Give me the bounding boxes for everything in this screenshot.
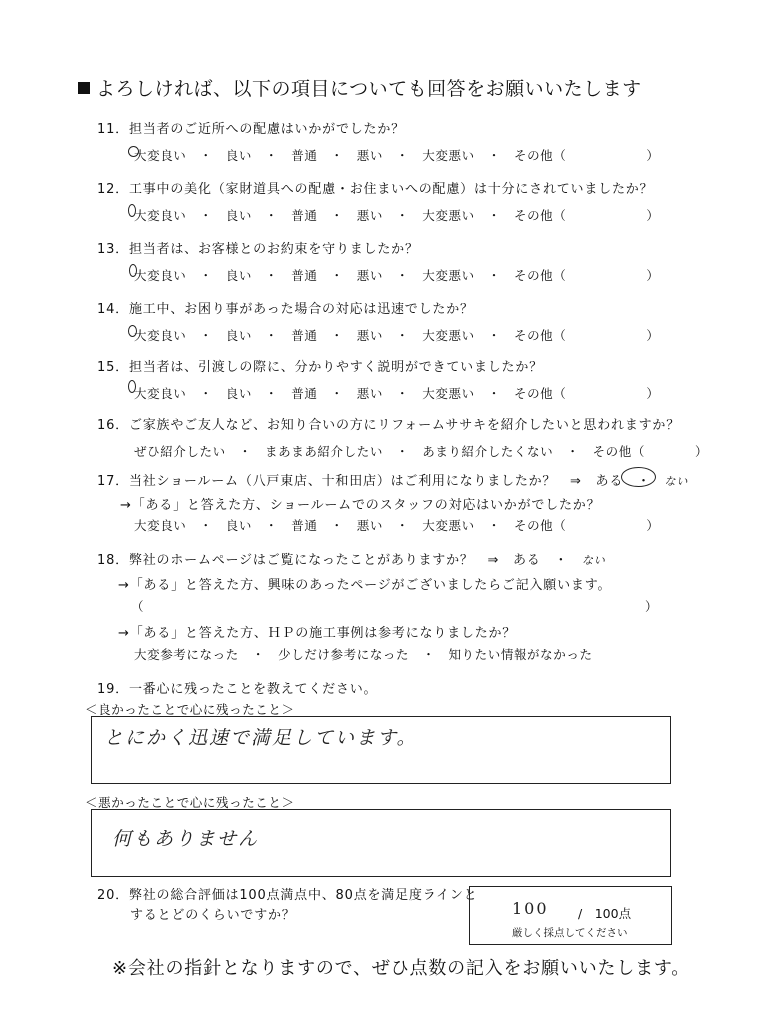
option-other[interactable]: その他（ [592, 444, 645, 459]
q17-options: 大変良い ・ 良い ・ 普通 ・ 悪い ・ 大変悪い ・ その他（ ） [134, 518, 660, 533]
option-very-good[interactable]: 大変良い [134, 518, 187, 533]
option-other-close: ） [646, 328, 660, 343]
good-things-label: ＜良かったことで心に残ったこと＞ [85, 702, 295, 717]
option-other-close: ） [694, 444, 709, 459]
question-16: 16．ご家族やご友人など、お知り合いの方にリフォームササキを紹介したいと思われますか？ [97, 418, 681, 433]
option-bad[interactable]: 悪い [356, 148, 383, 163]
q13-options: 大変良い ・ 良い ・ 普通 ・ 悪い ・ 大変悪い ・ その他（ ） [134, 268, 660, 283]
option-good[interactable]: 良い [225, 518, 252, 533]
q18-options: 大変参考になった ・ 少しだけ参考になった ・ 知りたい情報がなかった [134, 647, 593, 662]
question-20-line-2: するとどのくらいですか？ [130, 908, 296, 923]
option-other[interactable]: その他（ [513, 386, 567, 401]
q17-no-option[interactable]: ない [664, 475, 689, 488]
selected-mark-circle [128, 380, 136, 393]
option-good[interactable]: 良い [225, 268, 252, 283]
question-19: 19．一番心に残ったことを教えてください。 [97, 682, 378, 697]
option-average[interactable]: 普通 [291, 518, 318, 533]
option-very-good[interactable]: 大変良い [134, 268, 187, 283]
q17-yes-option[interactable]: ⇒ ある [570, 474, 624, 489]
bad-things-answer: 何もありません [112, 828, 260, 850]
heading-text: よろしければ、以下の項目についても回答をお願いいたします [96, 78, 642, 100]
question-11: 11．担当者のご近所への配慮はいかがでしたか？ [97, 122, 405, 137]
heading-square-bullet [78, 82, 90, 94]
selected-mark-circle [128, 204, 136, 217]
option-very-good[interactable]: 大変良い [134, 208, 187, 223]
option-very-bad[interactable]: 大変悪い [422, 208, 475, 223]
option-slightly-helpful[interactable]: 少しだけ参考になった [278, 647, 410, 662]
option-very-good[interactable]: 大変良い [134, 328, 187, 343]
option-very-bad[interactable]: 大変悪い [422, 148, 475, 163]
option-average[interactable]: 普通 [291, 386, 318, 401]
option-other-close: ） [646, 208, 660, 223]
option-very-good[interactable]: 大変良い [134, 148, 187, 163]
q15-options: 大変良い ・ 良い ・ 普通 ・ 悪い ・ 大変悪い ・ その他（ ） [134, 386, 660, 401]
good-things-box[interactable] [91, 716, 671, 784]
q18-no-option[interactable]: ない [582, 554, 606, 567]
option-other[interactable]: その他（ [513, 208, 567, 223]
option-good[interactable]: 良い [225, 386, 252, 401]
good-things-answer: とにかく迅速で満足しています。 [104, 727, 418, 749]
question-18: 18．弊社のホームページはご覧になったことがありますか？ ⇒ ある ・ ない [97, 553, 606, 568]
q16-options: ぜひ紹介したい ・ まあまあ紹介したい ・ あまり紹介したくない ・ その他（ ） [134, 444, 709, 459]
question-12: 12．工事中の美化（家財道具への配慮・お住まいへの配慮）は十分にされていましたか？ [97, 182, 654, 197]
survey-heading [78, 74, 642, 101]
option-definitely-recommend[interactable]: ぜひ紹介したい [134, 444, 226, 459]
score-value: 100 [512, 899, 549, 918]
option-not-helpful[interactable]: 知りたい情報がなかった [448, 647, 593, 662]
question-14: 14．施工中、お困り事があった場合の対応は迅速でしたか？ [97, 302, 474, 317]
option-very-bad[interactable]: 大変悪い [422, 386, 475, 401]
option-other-close: ） [646, 518, 660, 533]
q18-yes-option[interactable]: ⇒ ある [487, 553, 541, 568]
q18-paren-close: ） [645, 599, 659, 614]
option-bad[interactable]: 悪い [356, 208, 383, 223]
option-bad[interactable]: 悪い [356, 386, 383, 401]
q12-options: 大変良い ・ 良い ・ 普通 ・ 悪い ・ 大変悪い ・ その他（ ） [134, 208, 660, 223]
option-other[interactable]: その他（ [513, 268, 567, 283]
footer-note: ※会社の指針となりますので、ぜひ点数の記入をお願いいたします。 [112, 958, 691, 979]
q18-sub-question-2: →「ある」と答えた方、ＨＰの施工事例は参考になりましたか？ [118, 626, 517, 641]
q17-sub-question: →「ある」と答えた方、ショールームでのスタッフの対応はいかがでしたか？ [120, 498, 601, 513]
option-good[interactable]: 良い [225, 148, 252, 163]
score-box[interactable] [469, 886, 672, 945]
option-average[interactable]: 普通 [291, 148, 318, 163]
option-very-helpful[interactable]: 大変参考になった [134, 647, 239, 662]
option-other[interactable]: その他（ [513, 148, 567, 163]
score-max: / 100点 [578, 906, 632, 921]
option-very-bad[interactable]: 大変悪い [422, 518, 475, 533]
option-other[interactable]: その他（ [513, 518, 567, 533]
option-bad[interactable]: 悪い [356, 518, 383, 533]
selected-mark-circle [128, 325, 137, 337]
option-average[interactable]: 普通 [291, 268, 318, 283]
selected-no-circle [621, 467, 656, 487]
selected-mark-circle [129, 264, 137, 277]
option-good[interactable]: 良い [225, 208, 252, 223]
bad-things-box[interactable] [91, 809, 671, 877]
q18-text: 18．弊社のホームページはご覧になったことがありますか？ [97, 553, 474, 568]
option-very-bad[interactable]: 大変悪い [422, 268, 475, 283]
question-20-line-1: 20．弊社の総合評価は100点満点中、80点を満足度ラインと [97, 888, 478, 903]
q18-paren-open: （ [131, 599, 145, 614]
option-somewhat-recommend[interactable]: まあまあ紹介したい [265, 444, 383, 459]
option-not-recommend[interactable]: あまり紹介したくない [422, 444, 554, 459]
question-17: 17．当社ショールーム（八戸東店、十和田店）はご利用になりましたか？ ⇒ ある ・ ない [97, 474, 689, 489]
q18-sub-question-1: →「ある」と答えた方、興味のあったページがございましたらご記入願います。 [118, 578, 612, 593]
option-other-close: ） [646, 148, 660, 163]
option-bad[interactable]: 悪い [356, 328, 383, 343]
score-note: 厳しく採点してください [512, 927, 628, 939]
option-other-close: ） [646, 268, 660, 283]
option-very-good[interactable]: 大変良い [134, 386, 187, 401]
option-average[interactable]: 普通 [291, 328, 318, 343]
option-very-bad[interactable]: 大変悪い [422, 328, 475, 343]
option-other[interactable]: その他（ [513, 328, 567, 343]
question-15: 15．担当者は、引渡しの際に、分かりやすく説明ができていましたか？ [97, 360, 543, 375]
option-average[interactable]: 普通 [291, 208, 318, 223]
q17-text: 17．当社ショールーム（八戸東店、十和田店）はご利用になりましたか？ [97, 474, 557, 489]
bad-things-label: ＜悪かったことで心に残ったこと＞ [85, 795, 295, 810]
option-good[interactable]: 良い [225, 328, 252, 343]
selected-mark-circle [128, 146, 139, 157]
question-13: 13．担当者は、お客様とのお約束を守りましたか？ [97, 242, 419, 257]
option-bad[interactable]: 悪い [356, 268, 383, 283]
q14-options: 大変良い ・ 良い ・ 普通 ・ 悪い ・ 大変悪い ・ その他（ ） [134, 328, 660, 343]
option-other-close: ） [646, 386, 660, 401]
q11-options: 大変良い ・ 良い ・ 普通 ・ 悪い ・ 大変悪い ・ その他（ ） [134, 148, 660, 163]
